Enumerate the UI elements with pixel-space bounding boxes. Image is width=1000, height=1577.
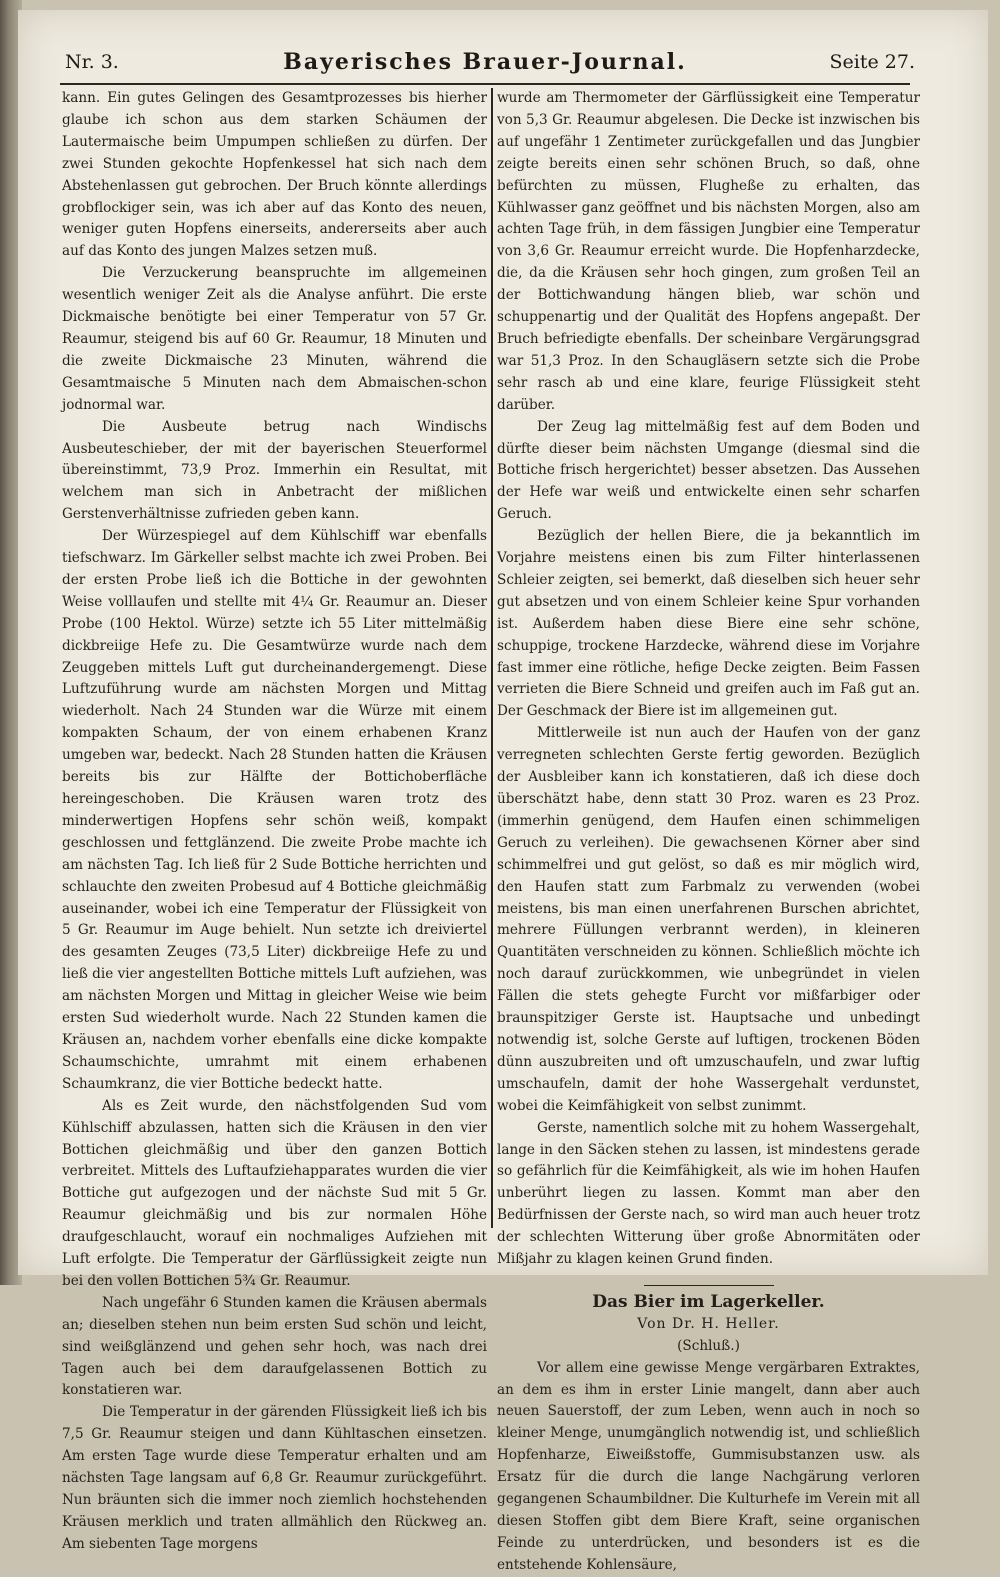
left-column xyxy=(62,88,487,1552)
paragraph: Die Temperatur in der gärenden Flüssigkeit ließ ich bis 7,5 Gr. Reaumur steigen und dann Kühltaschen einsetzen. Am ersten Tage wurde diese Temperatur erhalten und am nächsten Tage langsam auf 6,8 Gr. Reaumur zurückgeführt. Nun bräunten sich die immer noch ziemlich hochstehenden Kräusen merklich und traten allmählich den Rückweg an. Am siebenten Tage morgens xyxy=(62,1404,487,1552)
paragraph: Der Würzespiegel auf dem Kühlschiff war ebenfalls tiefschwarz. Im Gärkeller selbst machte ich zwei Proben. Bei der ersten Probe ließ ich die Bottiche in der gewohnten Weise volllaufen und stellte mit 4¼ Gr. Reaumur an. Dieser Probe (100 Hektol. Würze) setzte ich 55 Liter mittelmäßig dickbreiige Hefe zu. Die Gesamtwürze wurde nach dem Zeuggeben mittels Luft gut durcheinandergemengt. Diese Luftzuführung wurde am nächsten Morgen und Mittag wiederholt. Nach 24 Stunden war die Würze mit einem kompakten Schaum, der von einem erhabenen Kranz umgeben war, bedeckt. Nach 28 Stunden hatten die Kräusen bereits bis zur Hälfte der Bottichoberfläche hereingeschoben. Die Kräusen waren trotz des minderwertigen Hopfens sehr schön weiß, kompakt geschlossen und fettglänzend. Die zweite Probe machte ich am nächsten Tag. Ich ließ für 2 Sude Bottiche herrichten und schlauchte den zweiten Probesud auf 4 Bottiche gleichmäßig auseinander, wobei ich eine Temperatur der Flüssigkeit von 5 Gr. Reaumur im Auge behielt. Nun setzte ich dreiviertel des gesamten Zeuges (73,5 Liter) dickbreiige Hefe zu und ließ die vier angestellten Bottiche mittels Luft aufziehen, was am nächsten Morgen und Mittag in gleicher Weise wie beim ersten Sud wiederholt wurde. Nach 22 Stunden kamen die Kräusen an, nachdem vorher ebenfalls eine dicke kompakte Schaumschichte, umrahmt mit einem erhabenen Schaumkranz, die vier Bottiche bedeckt hatte. xyxy=(62,528,487,1092)
paragraph: Als es Zeit wurde, den nächstfolgenden Sud vom Kühlschiff abzulassen, hatten sich die Kräusen in den vier Bottichen gleichmäßig und über den ganzen Bottich verbreitet. Mittels des Luftaufziehapparates wurden die vier Bottiche gut aufgezogen und der nächste Sud mit 5 Gr. Reaumur gleichmäßig und bis zur normalen Höhe draufgeschlaucht, worauf ein nochmaliges Aufziehen mit Luft erfolgte. Die Temperatur der Gärflüssigkeit zeigte nun bei den vollen Bottichen 5¾ Gr. Reaumur. xyxy=(62,1097,487,1289)
article-subtitle: (Schluß.) xyxy=(677,1337,740,1354)
paragraph: wurde am Thermometer der Gärflüssigkeit eine Temperatur von 5,3 Gr. Reaumur abgelesen. Die Decke ist inzwischen bis auf ungefähr 1 Zentimeter zurückgefallen und das Jungbier zeigte bereits einen sehr schönen Bruch, so daß, ohne befürchten zu müssen, Flugheße zu erhalten, das Kühlwasser ganz geöffnet und bis nächsten Morgen, also am achten Tage früh, in dem fässigen Jungbier eine Temperatur von 3,6 Gr. Reaumur erreicht wurde. Die Hopfenharzdecke, die, da die Kräusen sehr hoch gingen, zum großen Teil an der Bottichwandung hängen blieb, war schön und schuppenartig und der Qualität des Hopfens angepaßt. Der Bruch befriedigte ebenfalls. Der scheinbare Vergärungsgrad war 51,3 Proz. In den Schaugläsern setzte sich die Probe sehr rasch ab und eine klare, feurige Flüssigkeit steht darüber. xyxy=(497,90,920,413)
article-title: Das Bier im Lagerkeller. xyxy=(592,1291,825,1312)
issue-number: Nr. 3. xyxy=(65,51,119,73)
page-number: Seite 27. xyxy=(829,51,915,73)
header-rule xyxy=(60,83,910,85)
paragraph: Nach ungefähr 6 Stunden kamen die Kräusen abermals an; dieselben stehen nun beim ersten Sud schön und leicht, sind weißglänzend und gehen sehr hoch, was nach drei Tagen auch bei dem daraufgelassenen Bottich zu konstatieren war. xyxy=(62,1294,487,1399)
paragraph: Die Ausbeute betrug nach Windischs Ausbeuteschieber, der mit der bayerischen Steuerformel übereinstimmt, 73,9 Proz. Immerhin ein Resultat, mit welchem man sich in Anbetracht der mißlichen Gerstenverhältnisse zufrieden geben kann. xyxy=(62,418,487,523)
paragraph: Der Zeug lag mittelmäßig fest auf dem Boden und dürfte dieser beim nächsten Umgange (diesmal sind die Bottiche frisch hergerichtet) besser absetzen. Das Aussehen der Hefe war weiß und entwickelte einen sehr scharfen Geruch. xyxy=(497,418,920,523)
article-author: Von Dr. H. Heller. xyxy=(637,1315,780,1332)
paragraph: kann. Ein gutes Gelingen des Gesamtprozesses bis hierher glaube ich schon aus dem starken Schäumen der Lautermaische beim Umpumpen schließen zu dürfen. Der zwei Stunden gekochte Hopfenkessel hat sich nach dem Abstehenlassen gut gebrochen. Der Bruch könnte allerdings grobflockiger sein, was ich aber auf das Konto des neuen, weniger guten Hopfens einerseits, andererseits aber auch auf das Konto des jungen Malzes setzen muß. xyxy=(62,90,487,260)
column-divider xyxy=(491,88,493,1228)
paragraph: Mittlerweile ist nun auch der Haufen von der ganz verregneten schlechten Gerste fertig geworden. Bezüglich der Ausbleiber kann ich konstatieren, daß ich diese doch überschätzt habe, denn statt 30 Proz. waren es 23 Proz. (immerhin genügend, dem Haufen einen schimmeligen Geruch zu verleihen). Die gewachsenen Körner aber sind schimmelfrei und gut gelöst, so daß es mir möglich wird, den Haufen statt zum Farbmalz zu verwenden (wobei meistens, bis man einen unerfahrenen Burschen abrichtet, mehrere Füllungen verbrannt werden), in kleineren Quantitäten verschneiden zu können. Schließlich möchte ich noch darauf zurückkommen, wie unbegründet in vielen Fällen die stets gehegte Furcht vor mißfarbiger oder braunspitziger Gerste ist. Hauptsache und unbedingt notwendig ist, solche Gerste auf luftigen, trockenen Böden dünn auszubreiten und oft umzuschaufeln, und zwar luftig umschaufeln, damit der hohe Wassergehalt verdunstet, wobei die Keimfähigkeit von selbst zunimmt. xyxy=(497,725,920,1114)
paragraph: Gerste, namentlich solche mit zu hohem Wassergehalt, lange in den Säcken stehen zu lassen, ist mindestens gerade so gefährlich für die Keimfähigkeit, als wie im hohen Haufen unberührt liegen zu lassen. Kommt man aber den Bedürfnissen der Gerste nach, so wird man auch heuer trotz der schlechten Witterung über große Abnormitäten oder Mißjahr zu klagen keinen Grund finden. xyxy=(497,1119,920,1268)
paragraph: Bezüglich der hellen Biere, die ja bekanntlich im Vorjahre meistens einen bis zum Filter hinterlassenen Schleier zeigten, sei bemerkt, daß dieselben sich heuer sehr gut absetzen und von einem Schleier keine Spur vorhanden ist. Außerdem haben diese Biere eine sehr schöne, schuppige, trockene Harzdecke, während diese im Vorjahre fast immer eine rötliche, hefige Decke zeigten. Beim Fassen verrieten die Biere Schneid und greifen auch im Faß gut an. Der Geschmack der Biere ist im allgemeinen gut. xyxy=(497,528,920,720)
journal-title: Bayerisches Brauer-Journal. xyxy=(283,49,687,75)
right-column xyxy=(497,88,920,1573)
page-header xyxy=(65,45,915,85)
section-separator xyxy=(644,1285,774,1286)
paragraph: Die Verzuckerung beanspruchte im allgemeinen wesentlich weniger Zeit als die Analyse anführt. Die erste Dickmaische benötigte bei einer Temperatur von 57 Gr. Reaumur, steigend bis auf 60 Gr. Reaumur, 18 Minuten und die zweite Dickmaische 23 Minuten, während die Gesamtmaische 5 Minuten nach dem Abmaischen-schon jodnormal war. xyxy=(62,265,487,413)
paragraph: Vor allem eine gewisse Menge vergärbaren Extraktes, an dem es ihm in erster Linie mangelt, dann aber auch neuen Sauerstoff, der zum Leben, wenn auch in noch so kleiner Menge, unumgänglich notwendig ist, und schließlich Hopfenharze, Eiweißstoffe, Gummisubstanzen usw. als Ersatz für die durch die lange Nachgärung verloren gegangenen Schaumbildner. Die Kulturhefe im Verein mit all diesen Stoffen gibt dem Biere Kraft, seine organischen Feinde zu unterdrücken, und besonders ist es die entstehende Kohlensäure, xyxy=(497,1359,920,1573)
